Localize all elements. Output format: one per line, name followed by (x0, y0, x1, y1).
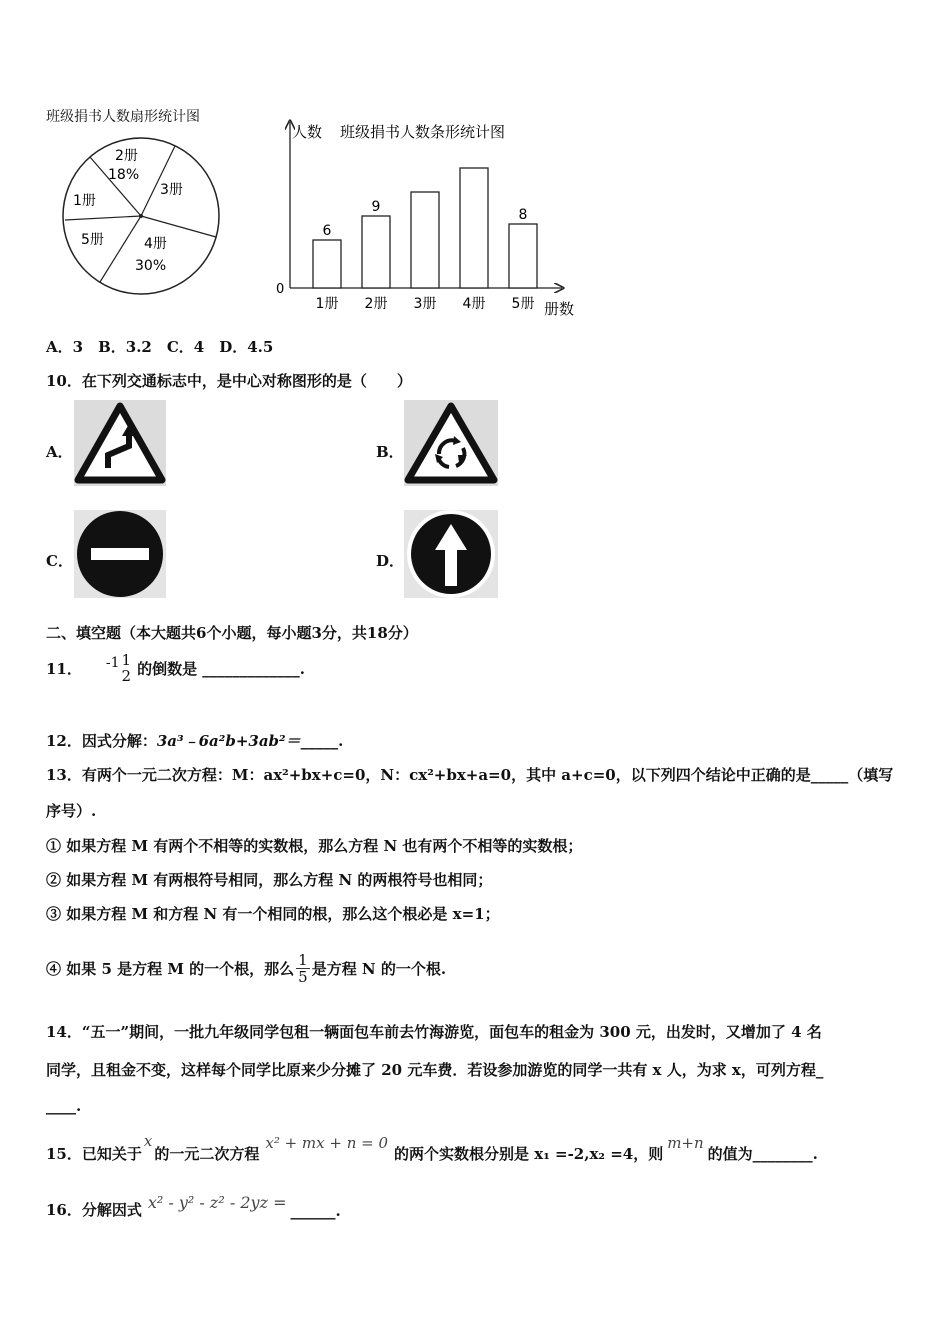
q12-blank: _____. (300, 732, 344, 750)
data-label-2: 9 (371, 199, 381, 215)
bar-5 (509, 224, 537, 288)
q16-head: 16．分解因式 (46, 1201, 142, 1219)
q12-head: 12．因式分解： (46, 732, 157, 750)
q14-line2: 同学，且租金不变，这样每个同学比原来少分摊了 20 元车费．若设参加游览的同学一共有 x 人，为求 x，可列方程_ (46, 1061, 824, 1079)
pie-label-18pct: 18% (108, 167, 140, 183)
bar-chart-title: 班级捐书人数条形统计图 (340, 123, 506, 141)
q11-whole: -1 (105, 655, 120, 671)
q13-option-2: ② 如果方程 M 有两根符号相同，那么方程 N 的两根符号也相同； (46, 871, 493, 889)
tick-label-4: 4册 (462, 296, 486, 312)
tick-label-2: 2册 (364, 296, 388, 312)
pie-label-1: 1册 (73, 193, 96, 209)
q13-o4-tail: 是方程 N 的一个根. (311, 960, 447, 978)
curve-road-sign-icon[interactable] (74, 400, 166, 486)
q13-line2: 序号）. (46, 802, 97, 820)
q12-expression: 3a³﹣6a²b+3ab²＝ (156, 732, 301, 750)
y-axis-label: 人数 (292, 123, 323, 141)
question-12 (46, 730, 343, 751)
q15-m-plus-n: m+n (667, 1134, 704, 1152)
question-15 (46, 1130, 818, 1164)
q9-options: A．3 B．3.2 C．4 D．4.5 (46, 338, 274, 356)
q15-blank: 的值为________. (707, 1145, 818, 1163)
q13-o4-head: ④ 如果 5 是方程 M 的一个根，那么 (46, 960, 295, 978)
q13-line1: 13．有两个一元二次方程：M：ax²+bx+c=0，N：cx²+bx+a=0，其中 a+c=0，以下列四个结论中正确的是_____（填写 (46, 766, 894, 784)
straight-ahead-sign-icon[interactable] (404, 510, 498, 598)
tick-label-1: 1册 (315, 296, 339, 312)
bar-4 (460, 168, 488, 288)
q15-head: 15．已知关于 (46, 1145, 142, 1163)
data-label-1: 6 (322, 223, 332, 239)
q10-option-a-label: A． (46, 443, 73, 461)
q16-expression: x² - y² - z² - 2yz = (147, 1193, 287, 1212)
q11-number: 11． (46, 659, 82, 678)
q14-line1: 14．“五一”期间，一批九年级同学包租一辆面包车前去竹海游览，面包车的租金为 300 元，出发时，又增加了 4 名 (46, 1023, 822, 1041)
x-axis-label: 册数 (544, 300, 575, 318)
data-label-5: 8 (518, 207, 528, 223)
q15-roots: 的两个实数根分别是 x₁ =-2,x₂ =4，则 (394, 1145, 664, 1163)
origin-label: 0 (276, 282, 285, 297)
pie-label-3: 3册 (160, 182, 183, 198)
q13-option-1: ① 如果方程 M 有两个不相等的实数根，那么方程 N 也有两个不相等的实数根； (46, 837, 583, 855)
pie-chart (55, 132, 230, 307)
roundabout-sign-icon[interactable] (404, 400, 498, 486)
q10-option-b-label: B． (376, 443, 404, 461)
pie-label-4: 4册 (144, 236, 167, 252)
q15-equation: x² + mx + n = 0 (265, 1134, 389, 1152)
q15-variable: x (143, 1132, 153, 1150)
pie-label-2: 2册 (115, 148, 138, 164)
q13-option-3: ③ 如果方程 M 和方程 N 有一个相同的根，那么这个根必是 x=1； (46, 905, 500, 923)
bar-1 (313, 240, 341, 288)
q13-o4-numerator: 1 (298, 951, 308, 969)
q14-line3: ____. (46, 1097, 82, 1115)
question-11 (46, 646, 305, 690)
q10-option-c-label: C． (46, 552, 73, 570)
pie-label-30pct: 30% (135, 258, 167, 274)
no-entry-sign-icon[interactable] (74, 510, 166, 598)
q16-blank: ______. (290, 1202, 341, 1220)
q15-text: 的一元二次方程 (154, 1145, 260, 1163)
question-16 (46, 1186, 341, 1220)
pie-chart-title: 班级捐书人数扇形统计图 (46, 109, 200, 125)
tick-label-5: 5册 (511, 296, 535, 312)
q11-blank: 的倒数是 _____________. (137, 659, 306, 678)
tick-label-3: 3册 (413, 296, 437, 312)
q11-denominator: 2 (121, 667, 132, 685)
bar-3 (411, 192, 439, 288)
q13-o4-denominator: 5 (298, 968, 308, 986)
pie-label-5: 5册 (81, 232, 104, 248)
q11-numerator: 1 (121, 651, 132, 669)
q10-stem: 10．在下列交通标志中，是中心对称图形的是（ ） (46, 372, 412, 390)
q10-option-d-label: D． (376, 552, 405, 570)
q13-option-4 (46, 937, 446, 985)
bar-chart (272, 116, 592, 321)
section-2-heading: 二、填空题（本大题共6个小题，每小题3分，共18分） (46, 624, 418, 642)
bar-2 (362, 216, 390, 288)
